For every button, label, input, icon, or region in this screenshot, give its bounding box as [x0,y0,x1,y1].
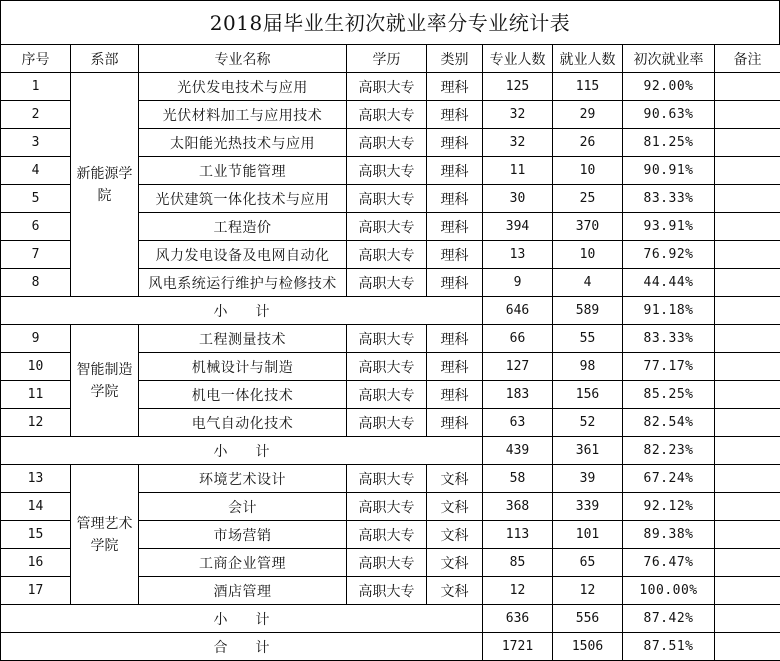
subtotal-note [715,605,780,633]
header-rate: 初次就业率 [623,45,715,73]
row-note [715,381,780,409]
header-row [1,45,780,73]
row-no: 15 [1,521,71,549]
row-rate: 90.91% [623,157,715,185]
row-major: 风电系统运行维护与检修技术 [139,269,347,297]
subtotal-total: 636 [483,605,553,633]
row-total: 9 [483,269,553,297]
row-employed: 52 [553,409,623,437]
table-row [1,325,780,353]
row-total: 85 [483,549,553,577]
row-major: 太阳能光热技术与应用 [139,129,347,157]
row-rate: 67.24% [623,465,715,493]
row-rate: 100.00% [623,577,715,605]
row-note [715,521,780,549]
subtotal-row [1,437,780,465]
row-category: 文科 [427,465,483,493]
row-no: 11 [1,381,71,409]
subtotal-employed: 556 [553,605,623,633]
row-category: 理科 [427,157,483,185]
row-note [715,325,780,353]
row-total: 127 [483,353,553,381]
row-no: 7 [1,241,71,269]
row-note [715,493,780,521]
row-note [715,353,780,381]
row-note [715,101,780,129]
table-body [1,73,780,661]
row-rate: 76.92% [623,241,715,269]
row-employed: 10 [553,241,623,269]
row-edu: 高职大专 [347,185,427,213]
row-category: 理科 [427,325,483,353]
row-edu: 高职大专 [347,493,427,521]
row-note [715,269,780,297]
row-major: 工业节能管理 [139,157,347,185]
row-category: 理科 [427,101,483,129]
grand-total-rate: 87.51% [623,633,715,661]
table-title: 2018届毕业生初次就业率分专业统计表 [0,0,780,44]
row-note [715,185,780,213]
row-category: 文科 [427,549,483,577]
row-note [715,549,780,577]
row-employed: 156 [553,381,623,409]
subtotal-total: 439 [483,437,553,465]
row-employed: 101 [553,521,623,549]
row-rate: 89.38% [623,521,715,549]
row-no: 16 [1,549,71,577]
row-category: 文科 [427,493,483,521]
row-no: 5 [1,185,71,213]
row-major: 工商企业管理 [139,549,347,577]
row-edu: 高职大专 [347,241,427,269]
row-rate: 77.17% [623,353,715,381]
dept-name: 智能制造学院 [71,325,139,437]
subtotal-row [1,297,780,325]
row-major: 光伏建筑一体化技术与应用 [139,185,347,213]
row-total: 66 [483,325,553,353]
row-employed: 4 [553,269,623,297]
row-employed: 26 [553,129,623,157]
row-major: 会计 [139,493,347,521]
row-employed: 39 [553,465,623,493]
header-no: 序号 [1,45,71,73]
subtotal-employed: 589 [553,297,623,325]
subtotal-label: 小计 [1,437,483,465]
row-note [715,129,780,157]
row-category: 理科 [427,73,483,101]
row-total: 32 [483,129,553,157]
row-rate: 76.47% [623,549,715,577]
header-major: 专业名称 [139,45,347,73]
subtotal-note [715,297,780,325]
row-rate: 85.25% [623,381,715,409]
row-edu: 高职大专 [347,381,427,409]
row-edu: 高职大专 [347,269,427,297]
row-edu: 高职大专 [347,465,427,493]
row-no: 8 [1,269,71,297]
row-edu: 高职大专 [347,101,427,129]
row-major: 光伏发电技术与应用 [139,73,347,101]
row-category: 理科 [427,353,483,381]
row-total: 183 [483,381,553,409]
row-major: 风力发电设备及电网自动化 [139,241,347,269]
subtotal-total: 646 [483,297,553,325]
row-edu: 高职大专 [347,521,427,549]
row-major: 光伏材料加工与应用技术 [139,101,347,129]
row-edu: 高职大专 [347,157,427,185]
row-rate: 44.44% [623,269,715,297]
row-edu: 高职大专 [347,577,427,605]
row-note [715,157,780,185]
row-category: 理科 [427,129,483,157]
row-category: 文科 [427,521,483,549]
row-no: 17 [1,577,71,605]
row-no: 3 [1,129,71,157]
header-employed: 就业人数 [553,45,623,73]
row-no: 1 [1,73,71,101]
row-no: 14 [1,493,71,521]
row-no: 9 [1,325,71,353]
row-category: 理科 [427,241,483,269]
row-major: 工程测量技术 [139,325,347,353]
row-major: 机械设计与制造 [139,353,347,381]
row-total: 125 [483,73,553,101]
row-total: 368 [483,493,553,521]
grand-total-row [1,633,780,661]
subtotal-label: 小计 [1,605,483,633]
row-note [715,577,780,605]
row-rate: 81.25% [623,129,715,157]
header-dept: 系部 [71,45,139,73]
row-no: 6 [1,213,71,241]
row-rate: 82.54% [623,409,715,437]
subtotal-employed: 361 [553,437,623,465]
row-note [715,465,780,493]
grand-total-label: 合计 [1,633,483,661]
row-edu: 高职大专 [347,325,427,353]
row-employed: 29 [553,101,623,129]
row-employed: 55 [553,325,623,353]
header-total: 专业人数 [483,45,553,73]
employment-table [0,44,780,661]
row-edu: 高职大专 [347,353,427,381]
subtotal-rate: 87.42% [623,605,715,633]
grand-total-total: 1721 [483,633,553,661]
row-employed: 25 [553,185,623,213]
row-rate: 83.33% [623,185,715,213]
row-no: 13 [1,465,71,493]
row-major: 市场营销 [139,521,347,549]
row-total: 30 [483,185,553,213]
dept-name: 管理艺术学院 [71,465,139,605]
subtotal-rate: 91.18% [623,297,715,325]
row-employed: 370 [553,213,623,241]
row-total: 13 [483,241,553,269]
row-total: 113 [483,521,553,549]
row-major: 环境艺术设计 [139,465,347,493]
dept-name: 新能源学院 [71,73,139,297]
header-cat: 类别 [427,45,483,73]
subtotal-rate: 82.23% [623,437,715,465]
row-no: 2 [1,101,71,129]
row-major: 工程造价 [139,213,347,241]
row-note [715,213,780,241]
row-employed: 98 [553,353,623,381]
row-category: 理科 [427,381,483,409]
row-employed: 339 [553,493,623,521]
row-edu: 高职大专 [347,409,427,437]
row-edu: 高职大专 [347,73,427,101]
row-major: 酒店管理 [139,577,347,605]
row-edu: 高职大专 [347,129,427,157]
row-category: 理科 [427,213,483,241]
row-category: 文科 [427,577,483,605]
row-employed: 115 [553,73,623,101]
header-edu: 学历 [347,45,427,73]
row-total: 394 [483,213,553,241]
row-no: 4 [1,157,71,185]
subtotal-label: 小计 [1,297,483,325]
row-edu: 高职大专 [347,549,427,577]
row-employed: 12 [553,577,623,605]
row-rate: 93.91% [623,213,715,241]
subtotal-note [715,437,780,465]
table-row [1,73,780,101]
row-rate: 92.00% [623,73,715,101]
row-total: 32 [483,101,553,129]
row-category: 理科 [427,409,483,437]
row-no: 12 [1,409,71,437]
header-note: 备注 [715,45,780,73]
row-category: 理科 [427,185,483,213]
row-note [715,73,780,101]
row-total: 12 [483,577,553,605]
grand-total-note [715,633,780,661]
row-employed: 65 [553,549,623,577]
row-major: 电气自动化技术 [139,409,347,437]
grand-total-employed: 1506 [553,633,623,661]
row-major: 机电一体化技术 [139,381,347,409]
row-note [715,241,780,269]
row-total: 58 [483,465,553,493]
row-total: 11 [483,157,553,185]
row-no: 10 [1,353,71,381]
row-rate: 92.12% [623,493,715,521]
row-total: 63 [483,409,553,437]
row-employed: 10 [553,157,623,185]
row-note [715,409,780,437]
row-rate: 90.63% [623,101,715,129]
row-edu: 高职大专 [347,213,427,241]
table-row [1,465,780,493]
row-category: 理科 [427,269,483,297]
subtotal-row [1,605,780,633]
row-rate: 83.33% [623,325,715,353]
